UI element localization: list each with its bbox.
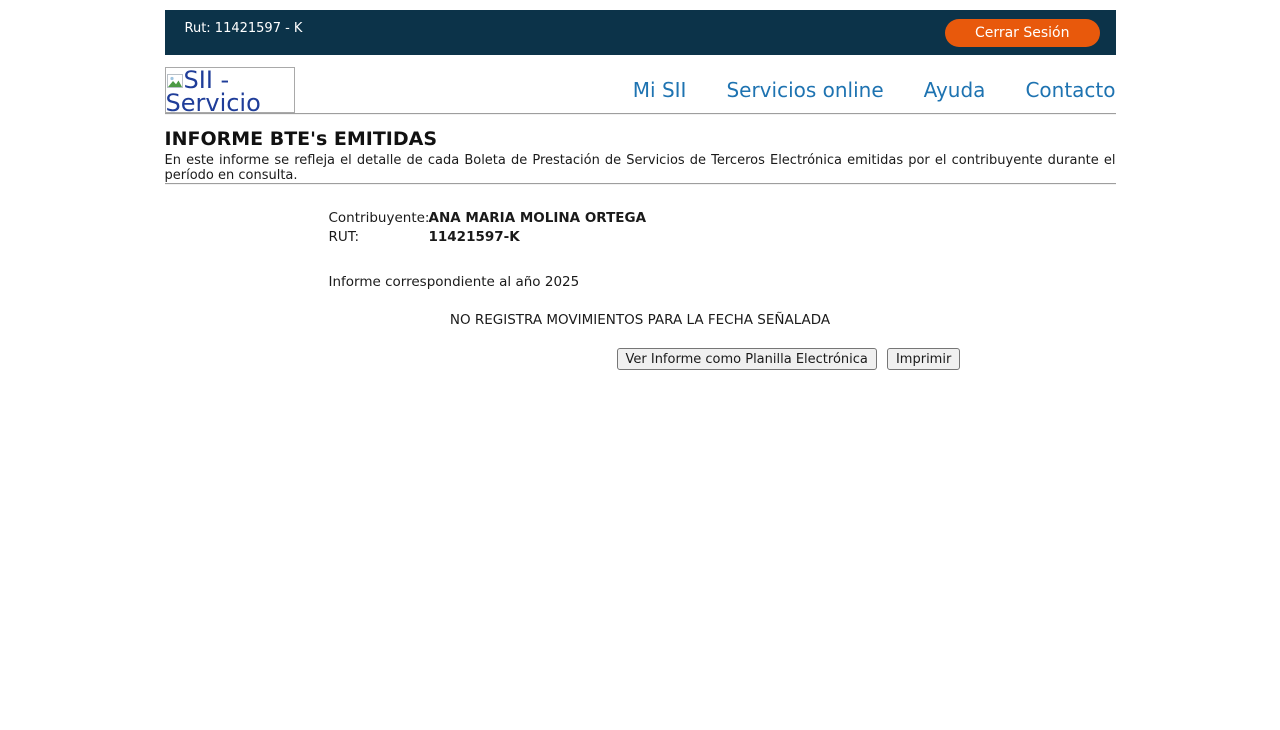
rut-value: 11421597-K: [428, 229, 520, 245]
session-bar: [165, 10, 1116, 55]
print-button[interactable]: Imprimir: [887, 348, 960, 370]
rut-label: RUT:: [328, 229, 360, 245]
page-title: INFORME BTE's EMITIDAS: [164, 128, 438, 150]
header-divider: [165, 113, 1116, 115]
sii-logo-broken-image[interactable]: [165, 67, 295, 113]
nav-item-servicios-online[interactable]: Servicios online: [726, 77, 884, 102]
export-spreadsheet-button[interactable]: Ver Informe como Planilla Electrónica: [617, 348, 877, 370]
no-records-message: NO REGISTRA MOVIMIENTOS PARA LA FECHA SEÑALADA: [449, 312, 831, 328]
action-button-row: [617, 348, 1116, 370]
session-rut-text: Rut: 11421597 - K: [184, 21, 303, 36]
page-container: [165, 10, 1116, 370]
contribuyente-value: ANA MARIA MOLINA ORTEGA: [428, 210, 647, 226]
section-divider: [165, 183, 1116, 185]
nav-item-ayuda[interactable]: Ayuda: [923, 77, 986, 102]
rut-row: [329, 228, 1116, 247]
contribuyente-row: [329, 209, 1116, 228]
contribuyente-label: Contribuyente:: [328, 210, 430, 226]
nav-item-contacto[interactable]: Contacto: [1025, 77, 1116, 102]
taxpayer-info: [329, 209, 1116, 247]
nav-item-mi-sii[interactable]: Mi SII: [632, 77, 687, 102]
header-row: [165, 66, 1116, 113]
report-description: En este informe se refleja el detalle de cada Boleta de Prestación de Servicios de Terceros Electrónica emitidas por el contribuyente durante el período en consulta.: [164, 153, 1116, 183]
logo-alt-text: SII - Servicio: [165, 66, 261, 113]
logout-button[interactable]: Cerrar Sesión: [945, 19, 1100, 47]
period-text: Informe correspondiente al año 2025: [328, 274, 580, 290]
main-navigation: [593, 78, 1116, 102]
